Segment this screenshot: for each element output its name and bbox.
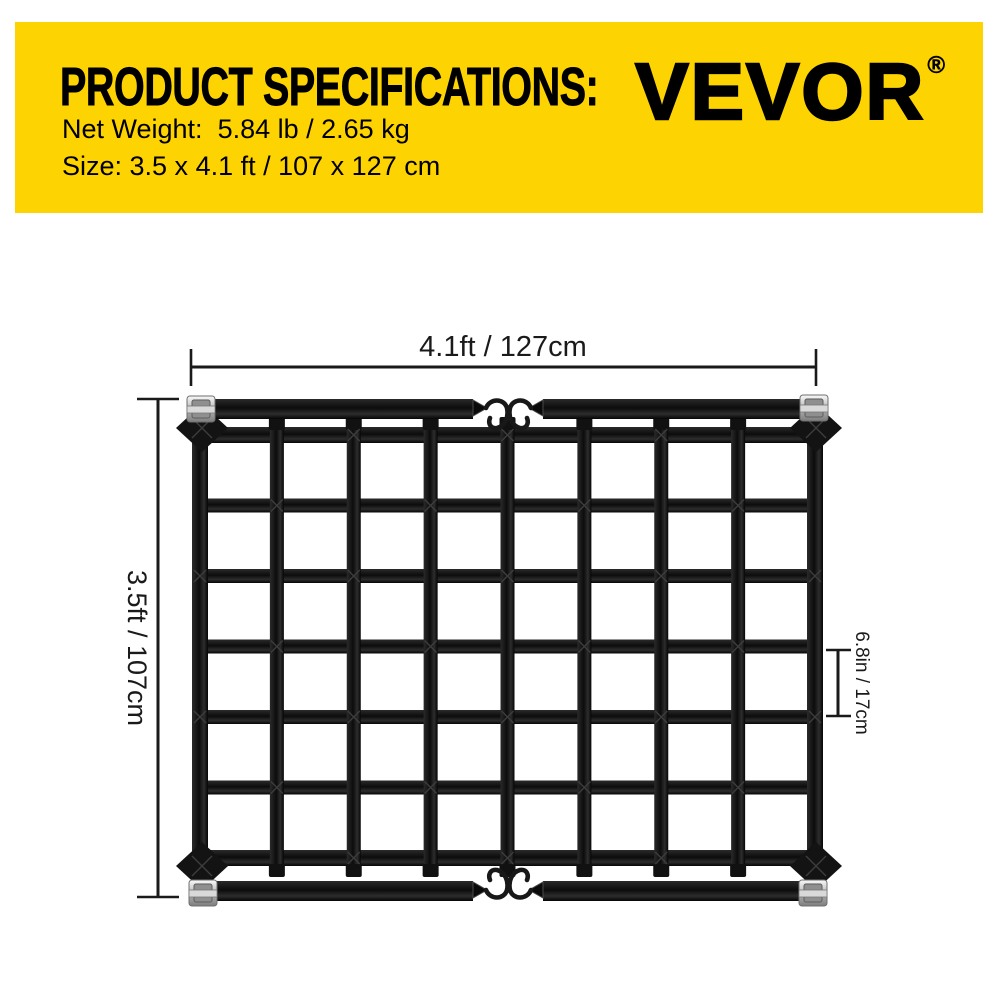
s-hook-bottom-left [486,870,508,898]
height-dimension-label: 3.5ft / 107cm [122,569,152,727]
net-edge-tab [346,864,362,877]
net-strap-vertical [807,427,823,866]
banner-title: PRODUCT SPECIFICATIONS: [60,57,599,117]
height-dimension [122,399,179,897]
corner-buckle-top-left [187,396,215,422]
bottom-strap-left-segment [205,881,473,901]
s-hook-top-right [509,401,531,429]
net-edge-tab [576,864,592,877]
buckle-bar [800,405,828,412]
net-strap-vertical [501,427,515,866]
size-line: Size: 3.5 x 4.1 ft / 107 x 127 cm [62,151,441,181]
bottom-strap-right-segment [543,881,815,901]
corner-buckle-top-right [800,395,828,421]
corner-buckle-bottom-left [189,880,217,906]
net-weight-line: Net Weight: 5.84 lb / 2.65 kg [62,114,410,144]
top-strap-right-segment [543,399,815,419]
net-grid [192,417,823,877]
top-strap-left-segment [205,399,473,419]
buckle-bar [187,406,215,413]
width-dimension [191,331,816,386]
net-edge-tab [653,864,669,877]
net-strap-vertical [347,427,361,866]
s-hook-bottom-right [509,870,531,898]
buckle-bar [189,890,217,897]
net-strap-vertical [654,427,668,866]
net-strap-vertical [192,427,208,866]
mesh-dimension [826,631,872,735]
net-edge-tab [730,864,746,877]
brand-text: VEVOR [635,47,926,136]
net-edge-tab [423,864,439,877]
registered-mark: ® [927,52,947,79]
buckle-bar [799,890,827,897]
mesh-dimension-label: 6.8in / 17cm [851,631,872,735]
s-hook-top-left [486,401,508,429]
net-edge-tab [269,864,285,877]
width-dimension-label: 4.1ft / 127cm [419,331,587,363]
corner-buckle-bottom-right [799,880,827,906]
